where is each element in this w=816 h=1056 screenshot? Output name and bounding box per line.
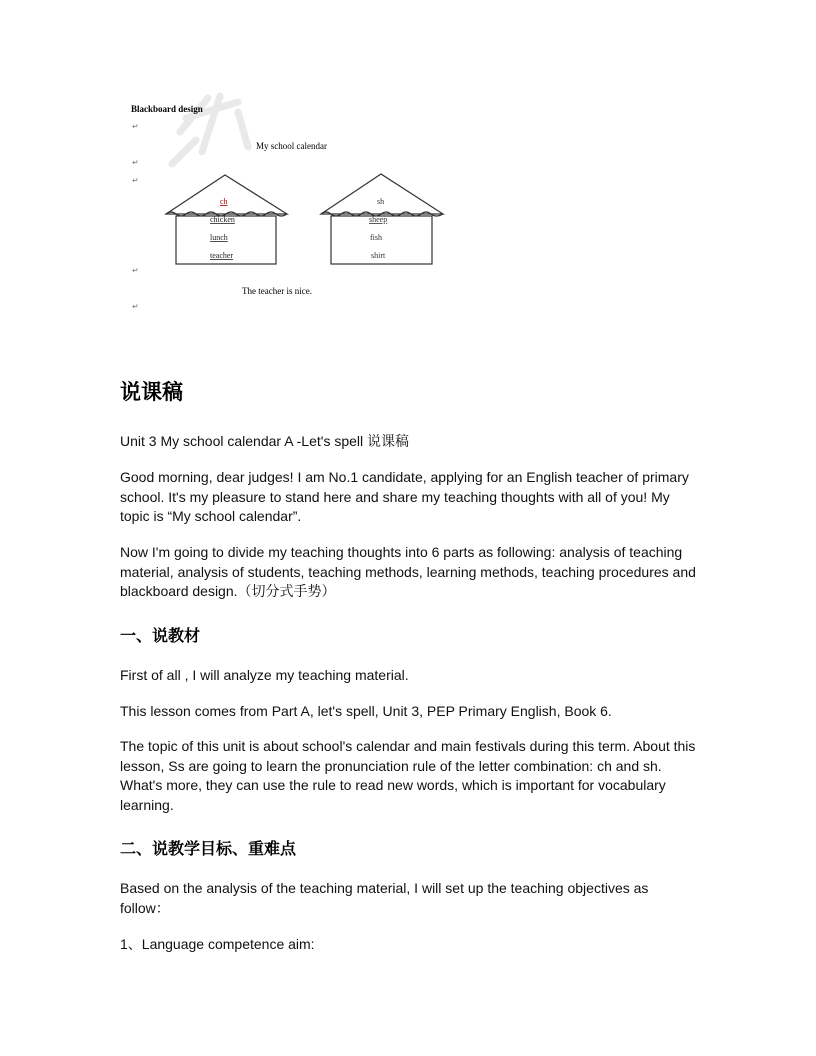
section1-paragraph: The topic of this unit is about school's calendar and main festivals during this term. About this lesson, Ss are going to learn the pronunciation rule of the letter combination: ch and sh. What's more, they can use the rule to read new words, which is important for vocabulary learning.: [120, 738, 696, 813]
blackboard-design-figure: [128, 92, 468, 317]
paragraph-mark: ↵: [132, 302, 139, 311]
section1-heading: 一、说教材: [120, 626, 201, 645]
roof-label-sh: sh: [377, 197, 385, 206]
calendar-title: My school calendar: [256, 141, 327, 151]
intro-paragraph: Good morning, dear judges! I am No.1 candidate, applying for an English teacher of primary school. It's my pleasure to stand here and share my teaching thoughts with all of you! My topic is “My school calendar”.: [120, 469, 689, 525]
house-ch-word: lunch: [210, 233, 228, 242]
figure-caption: The teacher is nice.: [242, 286, 312, 296]
blackboard-design-label: Blackboard design: [131, 104, 203, 114]
plan-paragraph: Now I'm going to divide my teaching thoughts into 6 parts as following: analysis of teaching material, analysis of students, teaching methods, learning methods, teaching procedures and blackboard design.（切分式手势）: [120, 544, 696, 600]
paragraph-mark: ↵: [132, 122, 139, 131]
roof-label-ch: ch: [220, 197, 228, 206]
house-ch-word: chicken: [210, 215, 235, 224]
house-sh-word: sheep: [369, 215, 388, 224]
document-title: 说课稿: [120, 380, 183, 404]
subtitle-paragraph: Unit 3 My school calendar A -Let's spell 说课稿: [120, 433, 410, 449]
paragraph-mark: ↵: [132, 266, 139, 275]
house-sh-word: fish: [370, 233, 382, 242]
section2-heading: 二、说教学目标、重难点: [120, 839, 297, 858]
house-sh-word: shirt: [371, 251, 386, 260]
section2-paragraph: Based on the analysis of the teaching material, I will set up the teaching objectives as follow：: [120, 880, 649, 916]
figure-drawing: [128, 92, 468, 317]
paragraph-mark: ↵: [132, 176, 139, 185]
section1-paragraph: This lesson comes from Part A, let's spell, Unit 3, PEP Primary English, Book 6.: [120, 703, 612, 719]
paragraph-mark: ↵: [132, 158, 139, 167]
section1-paragraph: First of all , I will analyze my teaching material.: [120, 667, 409, 683]
section2-paragraph: 1、Language competence aim:: [120, 936, 315, 952]
house-ch-word: teacher: [210, 251, 234, 260]
